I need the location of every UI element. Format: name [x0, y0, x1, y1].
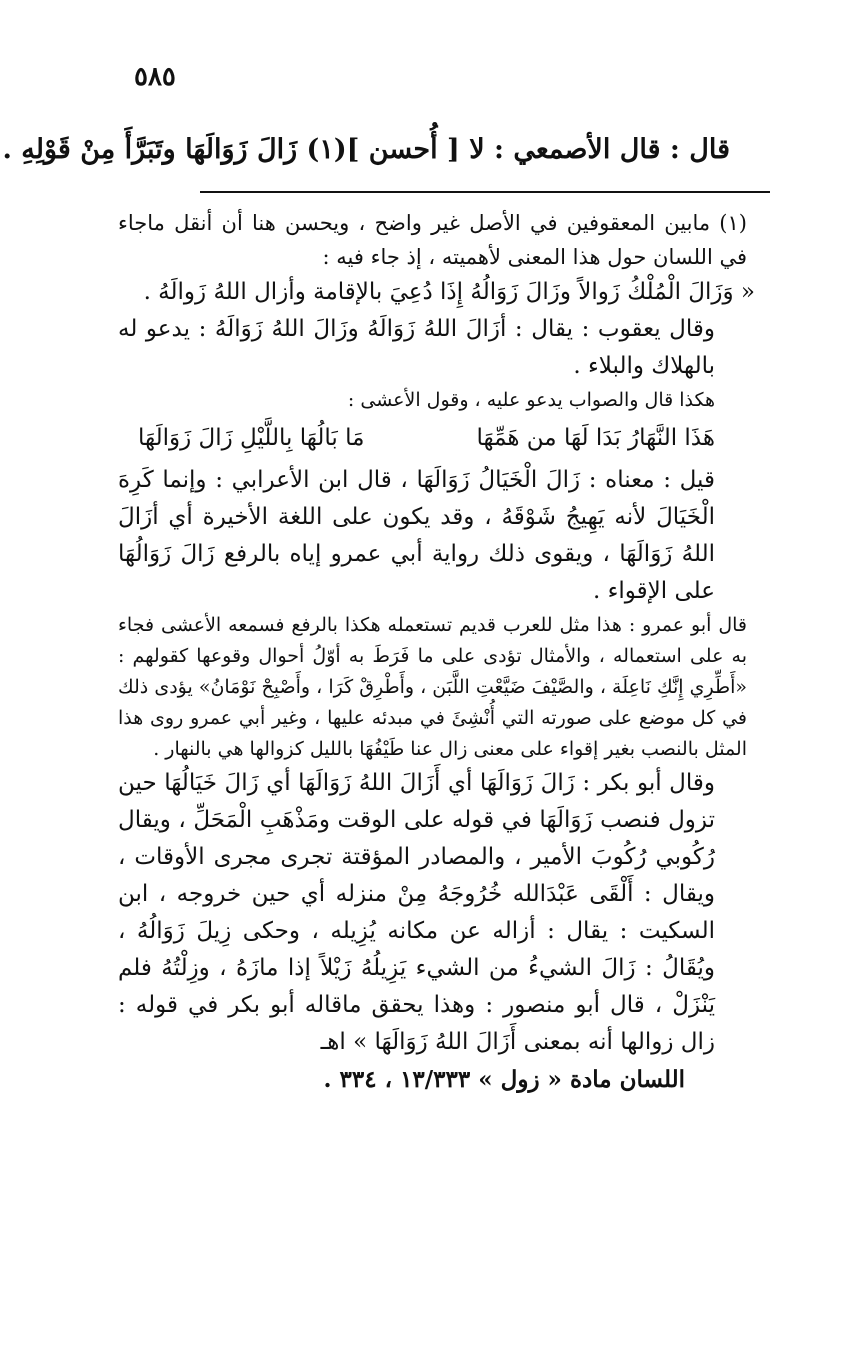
abu-amr-paragraph: قال أبو عمرو : هذا مثل للعرب قديم تستعمله هكذا بالرفع فسمعه الأعشى فجاء به على استعماله ، والأمثال تؤدى على ما فَرَطَ به أوّلُ أحوال وقوعها كقولهم : «أَطِّرِي إِنَّكِ نَاعِلَة ، والصَّيْفَ ضَيَّعْتِ اللَّبَن ، وأَطْرِقْ كَرَا ، وأَصْبِحْ نَوْمَانُ» يؤدى ذلك في كل موضع على صورته التي أُنْشِئَ في مبدئه عليها ، وغير أبي عمرو روى هذا المثل بالنصب بغير إقواء على معنى زال عنا طَيْفُهَا بالليل كزوالها هي بالنهار . [118, 614, 747, 760]
footnote-divider [200, 191, 770, 193]
poetry-verse [118, 416, 755, 462]
lisan-quote-line: « وَزَالَ الْمُلْكُ زَوالاً وزَالَ زَوَالُهُ إِذَا دُعِيَ بالإقامة وأزال اللهُ زَوالَهُ . [143, 279, 755, 305]
footnote-intro: (١) مابين المعقوفين في الأصل غير واضح ، ويحسن هنا أن أنقل ماجاء في اللسان حول هذا المعنى لأهميته ، إذ جاء فيه : [118, 211, 747, 269]
footnote-block [118, 206, 755, 1098]
yaqub-paragraph: وقال يعقوب : يقال : أزَالَ اللهُ زَوَالَهُ وزَالَ اللهُ زَوَالَهُ : يدعو له بالهلاك والبلاء . [118, 316, 715, 379]
abu-bakr-paragraph: وقال أبو بكر : زَالَ زَوَالَهَا أي أَزَالَ اللهُ زَوَالَهَا أي زَالَ خَيَالُهَا حين تزول فنصب زَوَالَهَا في قوله على الوقت ومَذْهَبِ الْمَحَلِّ ، ويقال رُكُوبي رُكُوبَ الأمير ، والمصادر المؤقتة تجرى مجرى الأوقات ، ويقال : أَلْقَى عَبْدَالله خُرُوجَهُ مِنْ منزله أي حين خروجه ، ابن السكيت : يقال : أزاله عن مكانه يُزِيله ، وحكى زِيلَ زَوَالُهُ ، ويُقَالُ : زَالَ الشيءُ من الشيء يَزِيلُهُ زَيْلاً إذا مازَهُ ، وزِلْتُهُ فلم يَنْزَلْ ، قال أبو منصور : وهذا يحقق ماقاله أبو بكر في قوله : زال زوالها أنه بمعنى أَزَالَ اللهُ زَوَالَهَا » اهـ [118, 770, 715, 1055]
main-text-line: قال : قال الأصمعي : لا [ أُحسن ](١) زَالَ زَوَالَهَا وتَبَرَّأَ مِنْ قَوْلِهِ . [2, 134, 730, 165]
source-citation: اللسان مادة « زول » ١٣/٣٣٣ ، ٣٣٤ . [323, 1066, 685, 1093]
page-number: ٥٨٥ [134, 62, 176, 92]
meaning-paragraph: قيل : معناه : زَالَ الْخَيَالُ زَوَالَهَا ، قال ابن الأعرابي : وإنما كَرِهَ الْخَيَالَ لأنه يَهِيجُ شَوْقَهُ ، وقد يكون على اللغة الأخيرة أي أزَالَ اللهُ زَوَالَهَا ، ويقوى ذلك رواية أبي عمرو إياه بالرفع زَالَ زَوَالُهَا على الإقواء . [118, 467, 715, 604]
asha-intro: هكذا قال والصواب يدعو عليه ، وقول الأعشى : [347, 389, 715, 411]
verse-second-hemistich: مَا بَالُهَا بِاللَّيْلِ زَالَ زَوَالَهَا [138, 425, 365, 451]
verse-first-hemistich: هَذَا النَّهَارُ بَدَا لَهَا من هَمِّهَا [476, 425, 715, 451]
